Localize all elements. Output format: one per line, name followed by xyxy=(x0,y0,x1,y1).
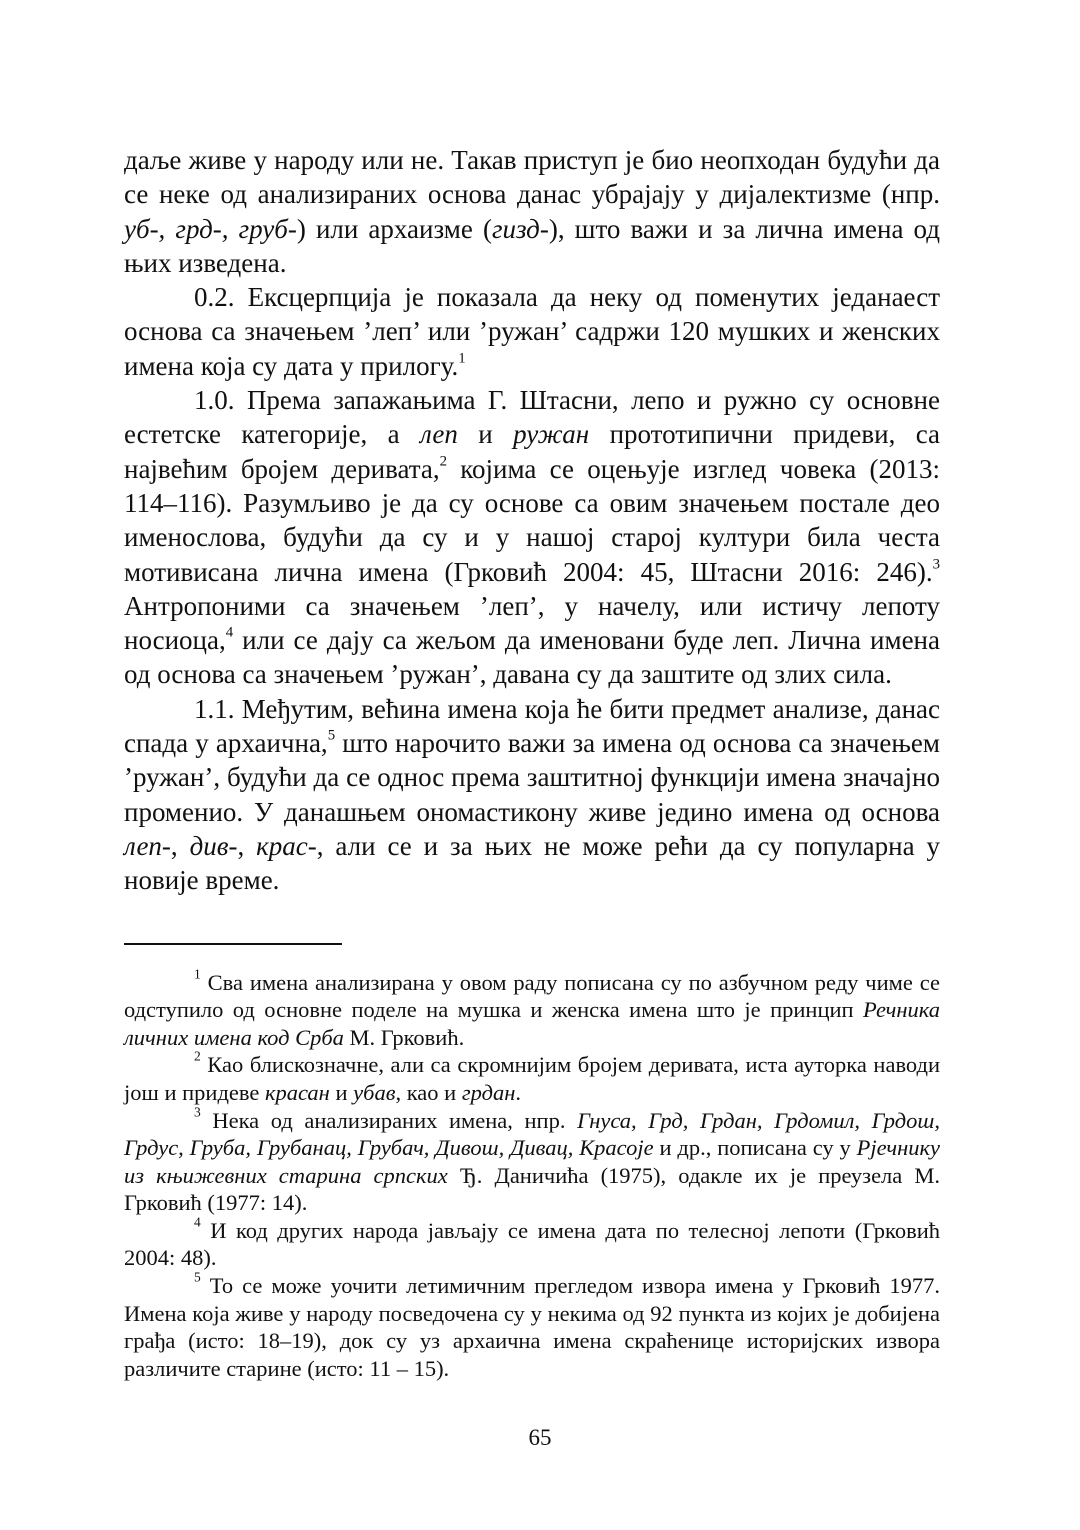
footnote-2: $^2$ Као блискозначне, али са скромнијим бројем деривата, иста ауторка наводи још и придеве красан и убав, као и грдан. xyxy=(124,1048,940,1105)
footnote-separator xyxy=(124,943,342,945)
paragraph-1-0: 1.0. Према запажањима Г. Штасни, лепо и ружно су основне естетске категорије, а леп и ружан прототипични придеви, са највећим бројем деривата,$^2$ којима се оцењује изглед човека (2013: 114–116). Разумљиво је да су основе са овим значењем постале део именослова, будући да су и у нашој старој култури била честа мотивисана лична имена (Грковић 2004: 45, Штасни 2016: 246).$^3$ Антропоними са значењем ’леп’, у начелу, или истичу лепоту носиоца,$^4$ или се дају са жељом да именовани буде леп. Лична имена од основа са значењем ’ружан’, давана су да заштите од злих сила. xyxy=(124,385,940,690)
footnotes xyxy=(124,966,941,1383)
paragraph-1-1: 1.1. Међутим, већина имена која ће бити предмет анализе, данас спада у архаична,$^5$ што нарочито важи за имена од основа са значењем ’ружан’, будући да се однос према заштитној функцији имена значајно променио. У данашњем ономастикону живе једино имена од основа леп-, див-, крас-, али се и за њих не може рећи да су популарна у новије време. xyxy=(124,693,941,896)
footnote-ref-2[interactable]: 2 xyxy=(439,453,448,470)
page-number: 65 xyxy=(528,1425,552,1450)
footnote-1: $^1$ Сва имена анализирана у овом раду пописана су по азбучном реду чиме се одступило од основне поделе на мушка и женска имена што је принцип Речника личних имена код Срба М. Грковић. xyxy=(124,966,940,1050)
paragraph-0-2: 0.2. Ексцерпција је показала да неку од поменутих једанаест основа са значењем ’леп’ или ’ружан’ садржи 120 мушких и женских имена која су дата у прилогу.$^1$ xyxy=(124,282,940,381)
body-text xyxy=(124,143,940,898)
footnote-ref-1[interactable]: 1 xyxy=(458,350,466,367)
page-content xyxy=(124,143,940,1382)
footnote-ref-3[interactable]: 3 xyxy=(932,555,940,572)
footnote-ref-4[interactable]: 4 xyxy=(225,624,234,641)
paragraph-intro-continuation: даље живе у народу или не. Такав приступ је био неопходан будући да се неке од анализираних основа данас убрајају у дијалектизме (нпр. уб-, грд-, груб-) или архаизме (гизд-), што важи и за лична имена од њих изведена. xyxy=(124,145,940,278)
footnote-4: $^4$ И код других народа јављају се имена дата по телесној лепоти (Грковић 2004: 48). xyxy=(124,1214,940,1271)
footnote-3: $^3$ Нека од анализираних имена, нпр. Гнуса, Грд, Грдан, Грдомил, Грдош, Грдус, Груба, Грубанац, Грубач, Дивош, Дивац, Красоје и др., пописана су у Рјечнику из књижевних старина српских Ђ. Даничића (1975), одакле их је преузела М. Грковић (1977: 14). xyxy=(124,1104,941,1216)
footnote-ref-5[interactable]: 5 xyxy=(327,727,336,744)
footnote-5: $^5$ То се може уочити летимичним прегледом извора имена у Грковић 1977. Имена која живе у народу посведочена су у некима од 92 пункта из којих је добијена грађа (исто: 18–19), док су уз архаична имена скраћенице историјских извора различите старине (исто: 11 – 15). xyxy=(124,1269,940,1381)
